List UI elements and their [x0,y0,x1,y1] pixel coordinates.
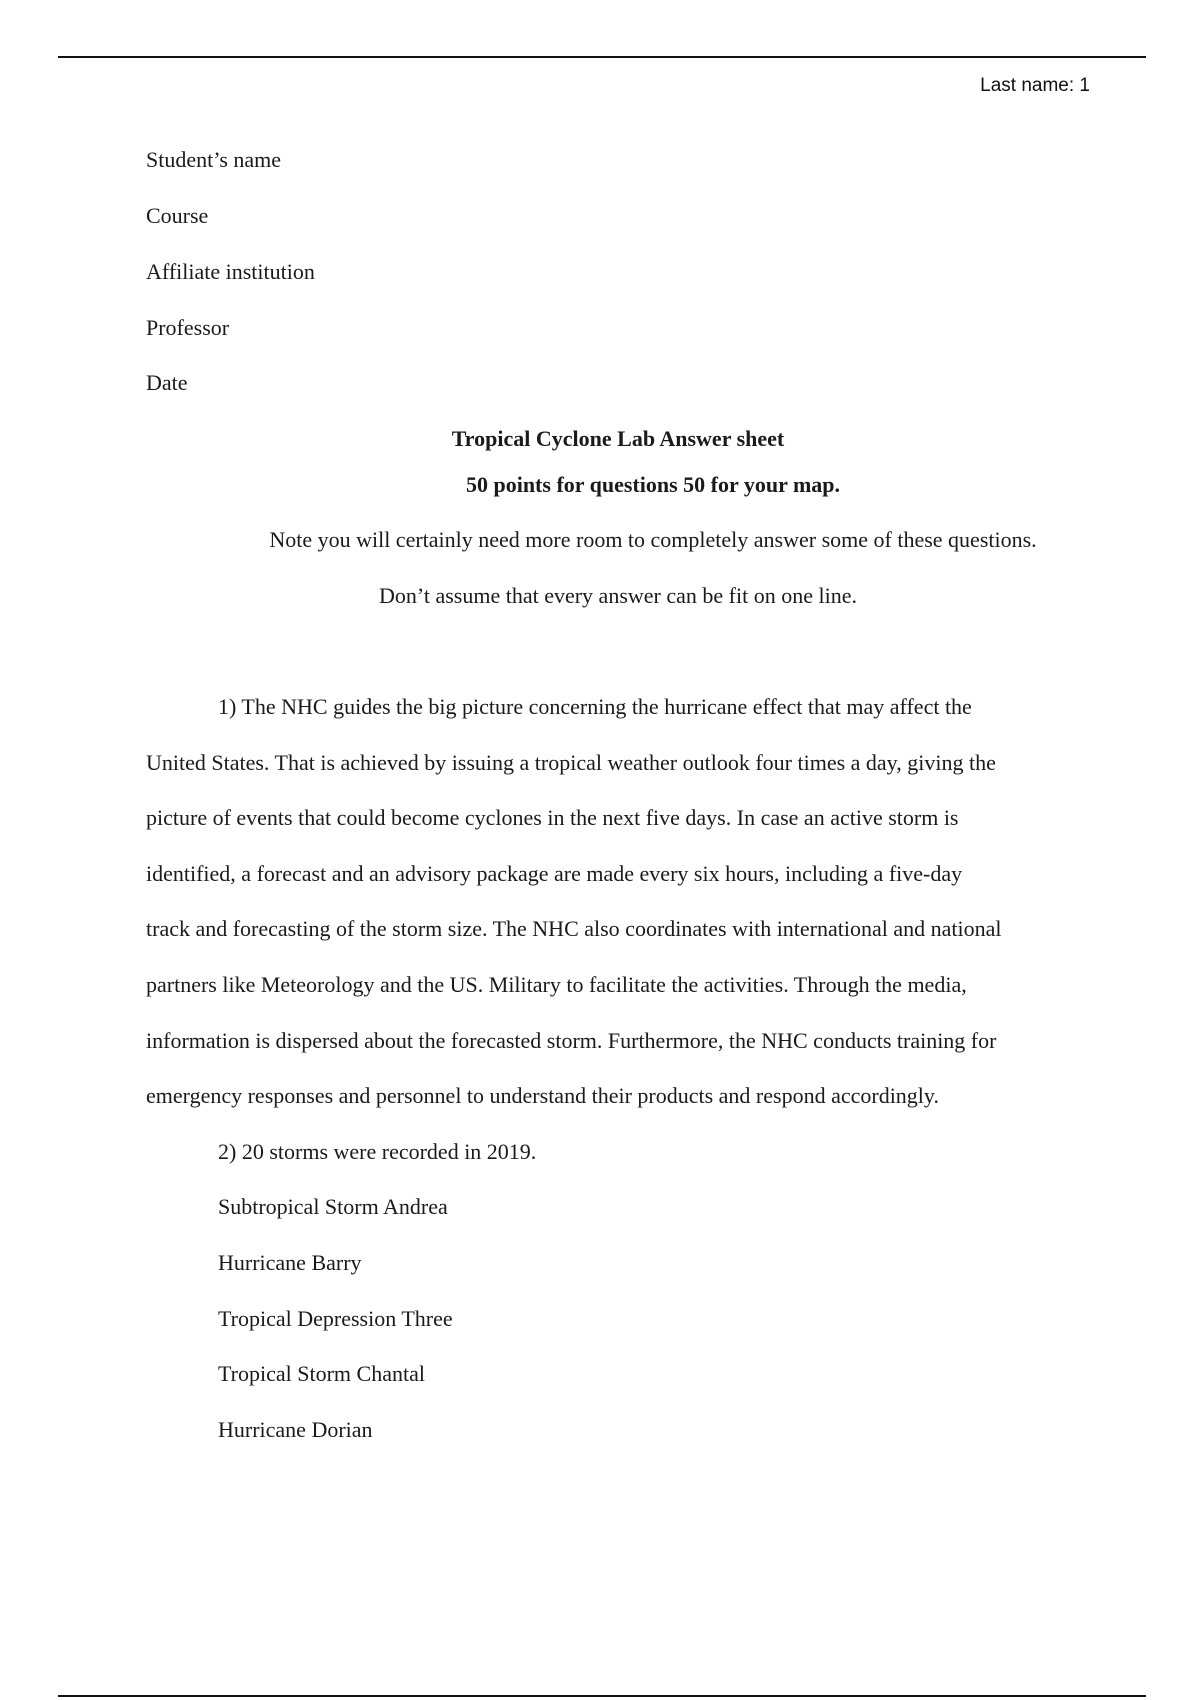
bottom-rule [58,1695,1146,1697]
document-subtitle: 50 points for questions 50 for your map. [465,472,841,497]
institution-label: Affiliate institution [146,259,315,284]
answer1-line: partners like Meteorology and the US. Military to facilitate the activities. Through the media, [146,972,967,997]
storm-list-item: Tropical Depression Three [218,1306,453,1331]
document-title: Tropical Cyclone Lab Answer sheet [451,426,785,451]
answer1-line: identified, a forecast and an advisory package are made every six hours, including a five-day [146,861,963,886]
answer1-line: emergency responses and personnel to understand their products and respond accordingly. [146,1083,939,1108]
date-label: Date [146,370,188,395]
professor-label: Professor [146,315,230,340]
storm-list-item: Subtropical Storm Andrea [218,1194,448,1219]
top-rule [58,56,1146,58]
note-line-1: Note you will certainly need more room to completely answer some of these questions. [269,527,1037,552]
answer1-line: United States. That is achieved by issuing a tropical weather outlook four times a day, giving the [146,750,996,775]
running-head: Last name: 1 [980,75,1090,96]
answer1-line: picture of events that could become cyclones in the next five days. In case an active storm is [146,805,959,830]
answer2-intro: 2) 20 storms were recorded in 2019. [218,1139,537,1164]
course-label: Course [146,203,209,228]
storm-list-item: Tropical Storm Chantal [218,1361,425,1386]
storm-list-item: Hurricane Barry [218,1250,362,1275]
answer1-line: 1) The NHC guides the big picture concerning the hurricane effect that may affect the [218,694,972,719]
student-name-label: Student’s name [146,147,282,172]
answer1-line: information is dispersed about the forecasted storm. Furthermore, the NHC conducts training for [146,1028,997,1053]
storm-list-item: Hurricane Dorian [218,1417,373,1442]
answer1-line: track and forecasting of the storm size. The NHC also coordinates with international and national [146,916,1002,941]
note-line-2: Don’t assume that every answer can be fit on one line. [379,583,857,608]
